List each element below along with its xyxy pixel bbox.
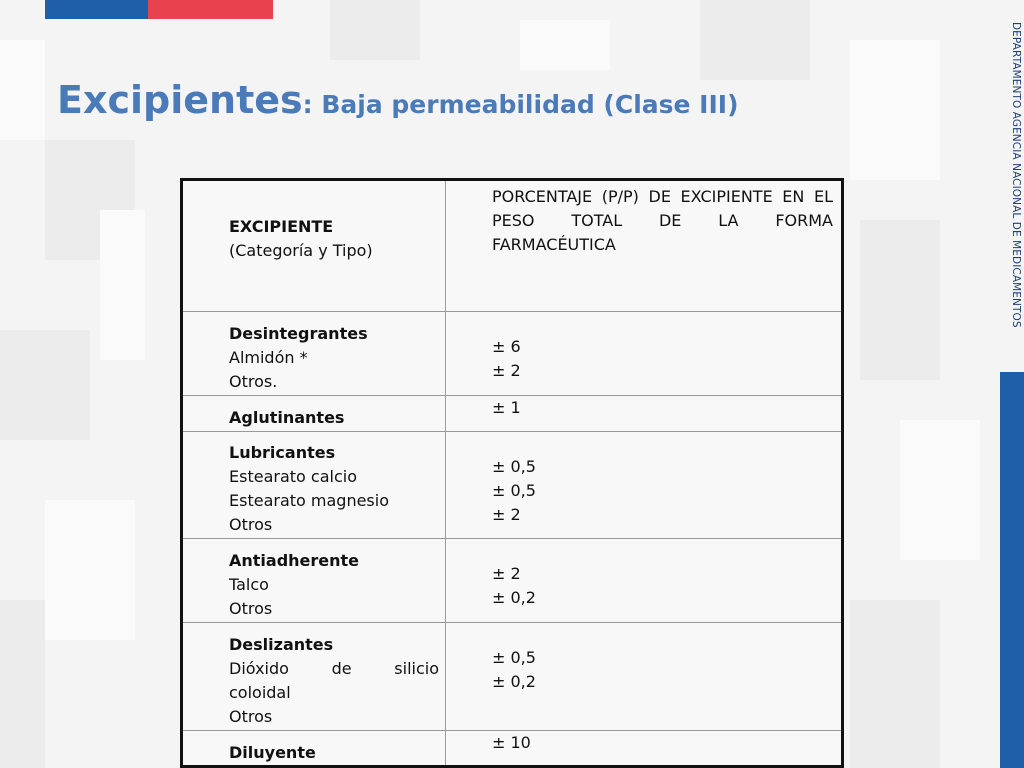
- excipients-table: [180, 178, 844, 768]
- value-label: ± 1: [492, 398, 521, 417]
- row-category-cell: [182, 432, 446, 539]
- table-row: [182, 539, 843, 623]
- background-tile: [860, 220, 940, 380]
- title-main: Excipientes: [57, 78, 303, 122]
- background-tile: [850, 600, 940, 768]
- slide-title: [57, 78, 739, 122]
- row-value-cell: [446, 731, 843, 767]
- item-label: Otros: [229, 707, 273, 726]
- value-label: ± 2: [492, 361, 521, 380]
- table-header-row: [182, 180, 843, 312]
- background-tile: [0, 600, 45, 768]
- item-label: Talco: [229, 575, 269, 594]
- item-label: Almidón *: [229, 348, 308, 367]
- value-label: ± 10: [492, 733, 531, 752]
- row-value-cell: [446, 623, 843, 731]
- value-label: ± 6: [492, 337, 521, 356]
- item-label: Estearato magnesio: [229, 491, 389, 510]
- category-label: Aglutinantes: [229, 408, 345, 427]
- background-tile: [100, 210, 145, 360]
- value-label: ± 0,2: [492, 672, 536, 691]
- row-value-cell: [446, 312, 843, 396]
- side-stripe-blue: [1000, 372, 1024, 768]
- header-excipient: [182, 180, 446, 312]
- row-category-cell: [182, 539, 446, 623]
- row-category-cell: [182, 731, 446, 767]
- header-percentage: PORCENTAJE (P/P) DE EXCIPIENTE EN EL PESO TOTAL DE LA FORMA FARMACÉUTICA: [446, 180, 843, 312]
- table-row: [182, 432, 843, 539]
- value-label: ± 2: [492, 564, 521, 583]
- background-tile: [0, 330, 90, 440]
- item-label: Otros: [229, 515, 273, 534]
- value-label: ± 0,2: [492, 588, 536, 607]
- flag-blue-stripe: [45, 0, 148, 19]
- background-tile: [45, 500, 135, 640]
- row-category-cell: [182, 396, 446, 432]
- table-row: [182, 396, 843, 432]
- row-category-cell: [182, 312, 446, 396]
- row-category-cell: [182, 623, 446, 731]
- value-label: ± 0,5: [492, 481, 536, 500]
- header-col1-title: EXCIPIENTE: [229, 217, 334, 236]
- value-label: ± 0,5: [492, 648, 536, 667]
- background-tile: [850, 40, 940, 180]
- background-tile: [900, 420, 980, 560]
- header-col1-subtitle: (Categoría y Tipo): [229, 241, 373, 260]
- background-tile: [520, 20, 610, 70]
- item-label: coloidal: [229, 683, 291, 702]
- value-label: ± 2: [492, 505, 521, 524]
- item-label: Estearato calcio: [229, 467, 357, 486]
- category-label: Deslizantes: [229, 635, 334, 654]
- row-value-cell: [446, 432, 843, 539]
- category-label: Diluyente: [229, 743, 316, 762]
- side-label: DEPARTAMENTO AGENCIA NACIONAL DE MEDICAMENTOS: [1010, 22, 1022, 328]
- table-row: [182, 623, 843, 731]
- category-label: Lubricantes: [229, 443, 336, 462]
- table-row: [182, 312, 843, 396]
- row-value-cell: [446, 396, 843, 432]
- category-label: Antiadherente: [229, 551, 360, 570]
- flag-red-stripe: [148, 0, 273, 19]
- background-tile: [700, 0, 810, 80]
- background-tile: [330, 0, 420, 60]
- table-row: [182, 731, 843, 767]
- item-label: Dióxido de silicio: [229, 659, 439, 678]
- category-label: Desintegrantes: [229, 324, 368, 343]
- row-value-cell: [446, 539, 843, 623]
- background-tile: [0, 40, 45, 140]
- item-label: Otros: [229, 599, 273, 618]
- value-label: ± 0,5: [492, 457, 536, 476]
- item-label: Otros.: [229, 372, 278, 391]
- title-sub: : Baja permeabilidad (Clase III): [302, 90, 739, 119]
